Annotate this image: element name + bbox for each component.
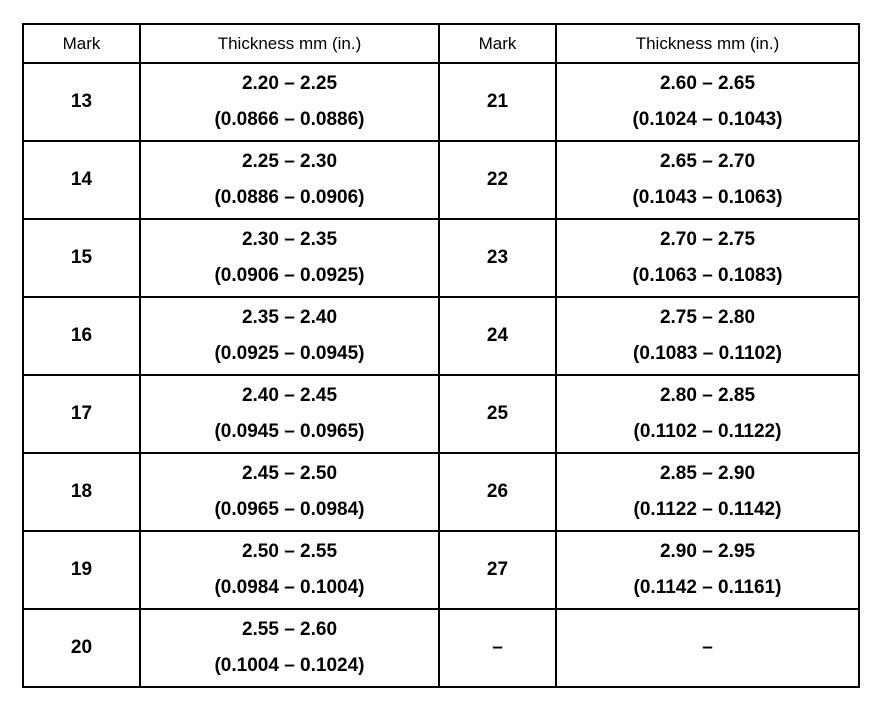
mark-cell: 17: [23, 375, 140, 453]
thickness-mm: 2.65 – 2.70: [659, 151, 756, 172]
table-row: [23, 141, 859, 219]
mark-cell: 25: [439, 375, 556, 453]
thickness-cell: [140, 531, 439, 609]
thickness-mm: 2.70 – 2.75: [659, 229, 756, 250]
thickness-mm: 2.35 – 2.40: [241, 307, 338, 328]
table-row: [23, 63, 859, 141]
header-row: [23, 24, 859, 63]
thickness-inch: (0.1083 – 0.1102): [633, 343, 782, 364]
mark-cell: 13: [23, 63, 140, 141]
mark-cell-empty: –: [439, 609, 556, 687]
thickness-cell: [556, 141, 859, 219]
header-thickness-left: Thickness mm (in.): [140, 24, 439, 63]
thickness-mm: 2.45 – 2.50: [241, 463, 338, 484]
thickness-cell: [140, 63, 439, 141]
thickness-cell: [556, 375, 859, 453]
thickness-cell: [556, 219, 859, 297]
mark-cell: 15: [23, 219, 140, 297]
thickness-mm: 2.75 – 2.80: [659, 307, 756, 328]
mark-cell: 24: [439, 297, 556, 375]
thickness-cell-empty: –: [556, 609, 859, 687]
thickness-mm: 2.25 – 2.30: [241, 151, 338, 172]
thickness-mm: 2.85 – 2.90: [659, 463, 756, 484]
thickness-inch: (0.1004 – 0.1024): [214, 655, 365, 676]
table-row: [23, 375, 859, 453]
mark-cell: 20: [23, 609, 140, 687]
thickness-mm: 2.90 – 2.95: [659, 541, 756, 562]
table-row: [23, 219, 859, 297]
thickness-mm: 2.55 – 2.60: [241, 619, 338, 640]
mark-cell: 21: [439, 63, 556, 141]
thickness-cell: [556, 297, 859, 375]
thickness-inch: (0.1122 – 0.1142): [633, 499, 782, 520]
mark-cell: 16: [23, 297, 140, 375]
thickness-inch: (0.0925 – 0.0945): [214, 343, 365, 364]
mark-cell: 22: [439, 141, 556, 219]
table-row: [23, 297, 859, 375]
thickness-cell: [140, 141, 439, 219]
thickness-cell: [140, 219, 439, 297]
thickness-cell: [556, 63, 859, 141]
header-mark-left: Mark: [23, 24, 140, 63]
thickness-mm: 2.20 – 2.25: [241, 73, 338, 94]
thickness-cell: [556, 531, 859, 609]
thickness-inch: (0.0886 – 0.0906): [214, 187, 365, 208]
header-mark-right: Mark: [439, 24, 556, 63]
thickness-table: [22, 23, 860, 688]
thickness-inch: (0.0866 – 0.0886): [214, 109, 365, 130]
thickness-inch: (0.0906 – 0.0925): [214, 265, 365, 286]
thickness-inch: (0.1142 – 0.1161): [633, 577, 782, 598]
mark-cell: 23: [439, 219, 556, 297]
mark-cell: 27: [439, 531, 556, 609]
table-row: [23, 609, 859, 687]
mark-cell: 14: [23, 141, 140, 219]
thickness-cell: [140, 297, 439, 375]
header-thickness-right: Thickness mm (in.): [556, 24, 859, 63]
thickness-mm: 2.30 – 2.35: [241, 229, 338, 250]
mark-cell: 19: [23, 531, 140, 609]
table-row: [23, 453, 859, 531]
mark-cell: 18: [23, 453, 140, 531]
thickness-mm: 2.60 – 2.65: [659, 73, 756, 94]
thickness-cell: [140, 375, 439, 453]
thickness-inch: (0.1024 – 0.1043): [632, 109, 783, 130]
thickness-inch: (0.0984 – 0.1004): [214, 577, 365, 598]
thickness-inch: (0.1043 – 0.1063): [632, 187, 783, 208]
thickness-mm: 2.50 – 2.55: [241, 541, 338, 562]
thickness-inch: (0.0945 – 0.0965): [214, 421, 365, 442]
thickness-inch: (0.0965 – 0.0984): [214, 499, 365, 520]
table-row: [23, 531, 859, 609]
thickness-mm: 2.80 – 2.85: [659, 385, 756, 406]
thickness-cell: [140, 609, 439, 687]
mark-cell: 26: [439, 453, 556, 531]
thickness-inch: (0.1063 – 0.1083): [632, 265, 783, 286]
thickness-inch: (0.1102 – 0.1122): [633, 421, 782, 442]
thickness-cell: [556, 453, 859, 531]
thickness-cell: [140, 453, 439, 531]
thickness-mm: 2.40 – 2.45: [241, 385, 338, 406]
